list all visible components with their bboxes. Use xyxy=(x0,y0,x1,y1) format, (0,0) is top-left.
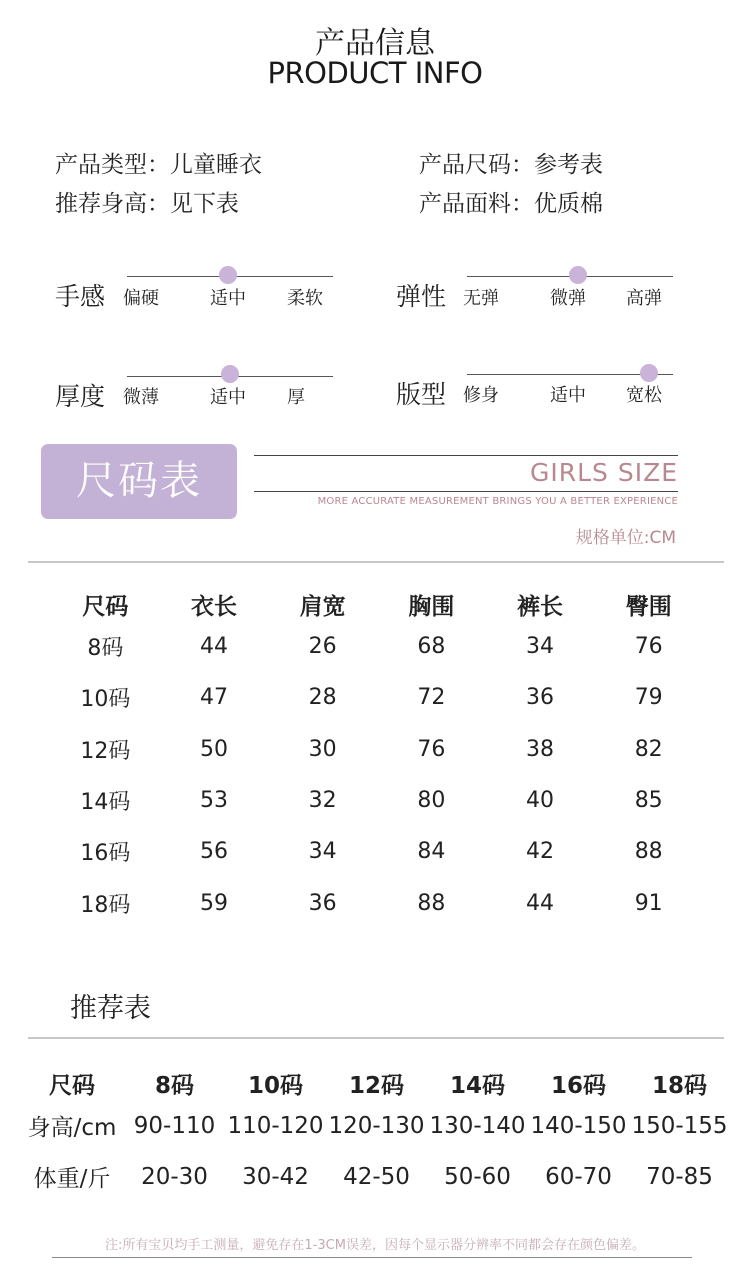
table-cell: 80 xyxy=(417,788,446,814)
table-row xyxy=(20,1100,734,1151)
table-row xyxy=(51,621,703,672)
table-cell: 30 xyxy=(308,736,337,762)
recommend-header-cell: 8码 xyxy=(154,1072,194,1099)
recommend-header-cell: 16码 xyxy=(550,1072,606,1099)
table-cell: 84 xyxy=(417,839,446,865)
table-cell: 88 xyxy=(417,890,446,916)
table-cell: 42-50 xyxy=(343,1163,410,1190)
size-header-cell: 胸围 xyxy=(408,593,455,620)
footnote-underline xyxy=(52,1257,692,1258)
table-cell: 34 xyxy=(526,634,555,660)
table-cell: 110-120 xyxy=(227,1112,324,1139)
table-cell: 150-155 xyxy=(631,1112,728,1139)
table-cell: 36 xyxy=(308,890,337,916)
table-cell: 40 xyxy=(526,788,555,814)
table-cell: 12码 xyxy=(80,738,131,764)
table-row xyxy=(20,1151,734,1202)
table-cell: 79 xyxy=(634,685,663,711)
page-subtitle: PRODUCT INFO xyxy=(267,56,483,90)
size-header-cell: 尺码 xyxy=(82,593,129,620)
table-cell: 120-130 xyxy=(328,1112,425,1139)
table-cell: 18码 xyxy=(80,892,131,918)
product-fabric: 产品面料：优质棉 xyxy=(419,191,603,217)
slider-knob-thickness xyxy=(221,365,239,383)
section-divider xyxy=(28,561,724,563)
footnote: 注:所有宝贝均手工测量，避免存在1-3CM误差，因每个显示器分辨率不同都会存在颜色偏差。 xyxy=(105,1238,645,1253)
slider-knob-elasticity xyxy=(569,266,587,284)
table-cell: 60-70 xyxy=(545,1163,612,1190)
slider-label-thickness: 厚度 xyxy=(55,382,106,411)
size-header-cell: 臀围 xyxy=(625,593,672,620)
slider-tick: 微弹 xyxy=(550,288,586,309)
size-table-header xyxy=(51,587,703,621)
table-cell: 44 xyxy=(200,634,228,660)
table-cell: 26 xyxy=(308,634,337,660)
table-cell: 47 xyxy=(200,685,228,711)
size-header-cell: 裤长 xyxy=(517,593,564,620)
slider-tick: 宽松 xyxy=(626,385,662,406)
recommend-body xyxy=(20,1100,734,1202)
unit-label: 规格单位:CM xyxy=(575,528,676,548)
table-cell: 8码 xyxy=(87,636,124,662)
table-cell: 10码 xyxy=(80,687,131,713)
table-cell: 76 xyxy=(417,736,446,762)
table-cell: 53 xyxy=(200,788,228,814)
recommended-height: 推荐身高：见下表 xyxy=(55,191,239,217)
recommend-header xyxy=(20,1066,734,1100)
table-cell: 16码 xyxy=(80,841,131,867)
table-cell: 20-30 xyxy=(141,1163,208,1190)
recommend-header-cell: 18码 xyxy=(651,1072,707,1099)
girls-size-heading: GIRLS SIZE xyxy=(529,458,678,487)
table-cell: 36 xyxy=(526,685,555,711)
slider-tick: 偏硬 xyxy=(123,288,159,309)
slider-tick: 柔软 xyxy=(287,288,323,309)
table-row xyxy=(51,826,703,877)
table-cell: 38 xyxy=(526,736,555,762)
table-cell: 90-110 xyxy=(133,1112,216,1139)
table-row xyxy=(51,877,703,928)
table-cell: 32 xyxy=(308,788,337,814)
size-header-cell: 衣长 xyxy=(191,593,237,620)
slider-knob-fit xyxy=(640,364,658,382)
table-row xyxy=(51,672,703,723)
banner-line-bottom xyxy=(254,491,678,492)
table-cell: 28 xyxy=(308,685,337,711)
slider-tick: 微薄 xyxy=(123,387,159,408)
slider-tick: 高弹 xyxy=(626,288,662,309)
slider-tick: 无弹 xyxy=(463,288,499,309)
table-cell: 50 xyxy=(200,736,228,762)
size-table xyxy=(51,587,703,929)
slider-label-fit: 版型 xyxy=(396,380,447,409)
slider-tick: 修身 xyxy=(463,385,499,406)
table-cell: 59 xyxy=(200,890,228,916)
page-title: 产品信息 xyxy=(315,26,435,61)
size-tagline: MORE ACCURATE MEASUREMENT BRINGS YOU A BETTER EXPERIENCE xyxy=(317,496,678,507)
recommend-header-cell: 尺码 xyxy=(49,1072,95,1099)
table-cell: 42 xyxy=(526,839,555,865)
table-cell: 30-42 xyxy=(242,1163,309,1190)
recommend-header-cell: 10码 xyxy=(247,1072,303,1099)
table-cell: 68 xyxy=(417,634,446,660)
size-chart-badge-label: 尺码表 xyxy=(76,458,202,504)
table-cell: 82 xyxy=(634,736,663,762)
table-cell: 56 xyxy=(200,839,228,865)
product-size: 产品尺码：参考表 xyxy=(419,152,603,178)
table-cell: 88 xyxy=(634,839,663,865)
table-cell: 34 xyxy=(308,839,337,865)
slider-knob-feel xyxy=(219,266,237,284)
table-cell: 85 xyxy=(634,788,663,814)
recommend-divider xyxy=(28,1037,724,1039)
table-cell: 72 xyxy=(417,685,446,711)
slider-tick: 适中 xyxy=(210,387,246,408)
table-cell: 44 xyxy=(526,890,555,916)
table-cell: 体重/斤 xyxy=(33,1166,111,1192)
table-cell: 130-140 xyxy=(429,1112,526,1139)
recommend-title: 推荐表 xyxy=(70,993,151,1024)
product-type: 产品类型：儿童睡衣 xyxy=(55,152,262,178)
table-cell: 76 xyxy=(634,634,663,660)
slider-label-feel: 手感 xyxy=(55,282,106,311)
size-table-body xyxy=(51,621,703,929)
slider-label-elasticity: 弹性 xyxy=(396,282,447,311)
table-cell: 14码 xyxy=(80,790,131,816)
table-row xyxy=(51,724,703,775)
slider-tick: 适中 xyxy=(210,288,246,309)
table-row xyxy=(51,775,703,826)
table-cell: 140-150 xyxy=(530,1112,627,1139)
table-cell: 身高/cm xyxy=(27,1115,117,1141)
slider-tick: 适中 xyxy=(550,385,586,406)
table-cell: 50-60 xyxy=(444,1163,511,1190)
recommend-header-cell: 14码 xyxy=(449,1072,505,1099)
slider-tick: 厚 xyxy=(287,387,305,408)
table-cell: 70-85 xyxy=(646,1163,713,1190)
banner-line-top xyxy=(254,455,678,456)
recommend-table xyxy=(20,1066,734,1202)
size-header-cell: 肩宽 xyxy=(299,593,346,620)
recommend-header-cell: 12码 xyxy=(348,1072,404,1099)
table-cell: 91 xyxy=(634,890,663,916)
